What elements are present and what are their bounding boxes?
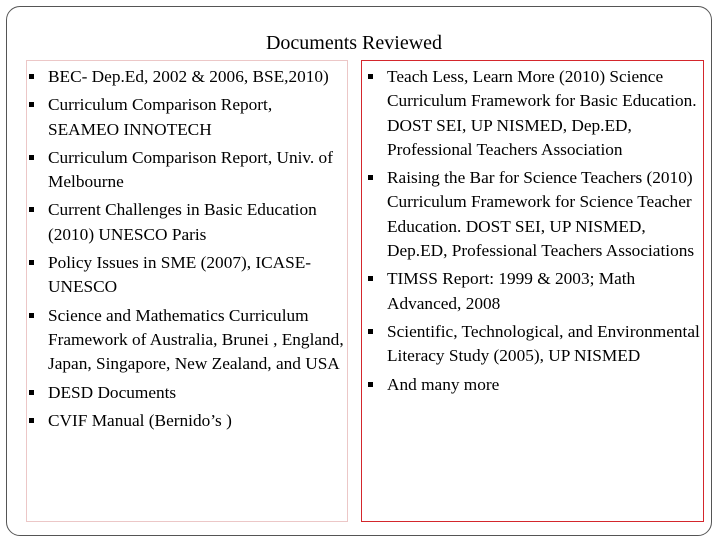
list-item [27,65,347,89]
list-item [27,251,347,300]
slide-title: Documents Reviewed [265,32,443,54]
list-item [27,93,347,142]
list-item-text: Curriculum Comparison Report, SEAMEO INNOTECH [48,95,273,139]
list-item-text: CVIF Manual (Bernido’s ) [48,410,232,430]
right-document-column [361,60,704,522]
list-item-text: Science and Mathematics Curriculum Framework of Australia, Brunei , England, Japan, Singapore, New Zealand, and USA [48,305,344,374]
list-item [27,409,347,433]
list-item [27,304,347,377]
square-bullet-icon [29,260,34,265]
left-document-list [27,65,347,437]
square-bullet-icon [29,102,34,107]
list-item-text: Current Challenges in Basic Education (2010) UNESCO Paris [48,200,317,244]
list-item-text: Curriculum Comparison Report, Univ. of Melbourne [48,147,333,192]
square-bullet-icon [29,390,34,395]
square-bullet-icon [368,276,373,281]
square-bullet-icon [29,74,34,79]
list-item-text: BEC- Dep.Ed, 2002 & 2006, BSE,2010) [48,67,329,86]
square-bullet-icon [29,155,34,160]
list-item-text: And many more [387,374,500,394]
square-bullet-icon [368,74,373,79]
list-item-text: DESD Documents [48,382,177,402]
list-item [366,166,702,263]
left-document-column [26,60,348,522]
list-item [366,373,702,397]
square-bullet-icon [368,175,373,180]
list-item-text: Teach Less, Learn More (2010) Science Curriculum Framework for Basic Education. DOST SEI, UP NISMED, Dep.ED, Professional Teachers Association [387,67,697,159]
list-item-text: Raising the Bar for Science Teachers (2010) Curriculum Framework for Science Teacher Education. DOST SEI, UP NISMED, Dep.ED, Professional Teachers Associations [387,168,695,261]
list-item [366,65,702,162]
list-item [27,146,347,195]
right-document-list [366,65,702,401]
square-bullet-icon [29,313,34,318]
list-item [27,381,347,405]
list-item-text: Policy Issues in SME (2007), ICASE-UNESCO [48,253,312,297]
list-item [27,198,347,247]
square-bullet-icon [29,418,34,423]
list-item [366,267,702,316]
list-item [366,320,702,369]
list-item-text: Scientific, Technological, and Environmental Literacy Study (2005), UP NISMED [387,321,700,366]
square-bullet-icon [368,329,373,334]
square-bullet-icon [29,207,34,212]
square-bullet-icon [368,382,373,387]
list-item-text: TIMSS Report: 1999 & 2003; Math Advanced, 2008 [387,269,636,313]
